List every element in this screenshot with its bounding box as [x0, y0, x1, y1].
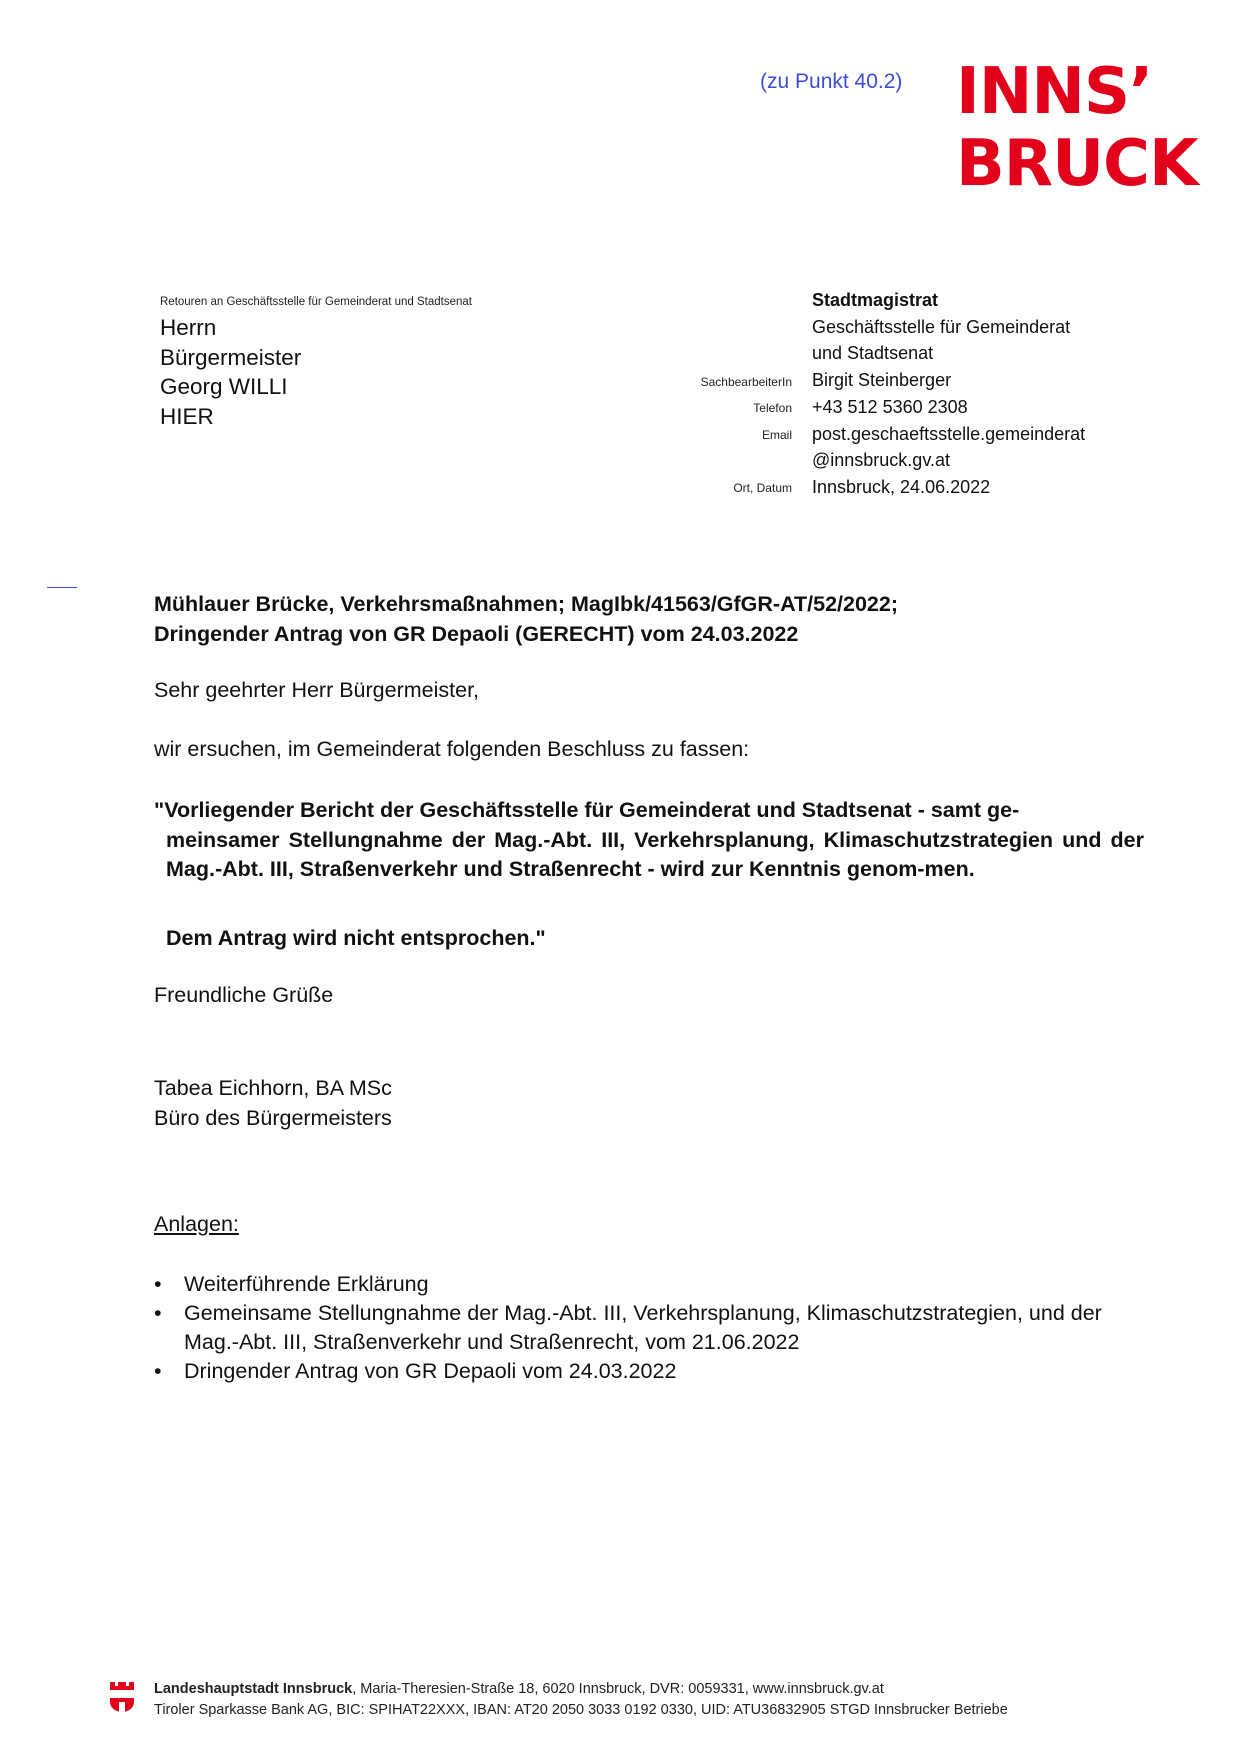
sender-dept: Geschäftsstelle für Gemeinderat: [812, 316, 1071, 337]
sender-date: Innsbruck, 24.06.2022: [812, 476, 991, 497]
recipient-line: Bürgermeister: [160, 344, 302, 370]
sender-phone: +43 512 5360 2308: [812, 396, 968, 417]
attachments-list: [154, 1270, 1154, 1386]
attachment-item: • Dringender Antrag von GR Depaoli vom 24.03.2022: [154, 1357, 1154, 1386]
logo-line-1: INNS’: [956, 55, 1153, 129]
quote-line: "Vorliegender Bericht der Geschäftsstelle für Gemeinderat und Stadtsenat - samt ge-: [154, 798, 1020, 822]
city-emblem-icon: [108, 1680, 136, 1714]
subject-line: Mühlauer Brücke, Verkehrsmaßnahmen; MagIbk/41563/GfGR-AT/52/2022;: [154, 592, 899, 616]
subject-line: Dringender Antrag von GR Depaoli (GERECHT) vom 24.03.2022: [154, 621, 799, 646]
date-label: Ort, Datum: [733, 481, 792, 495]
quote-line: meinsamer Stellungnahme der Mag.-Abt. III, Verkehrsplanung, Klimaschutzstrategien und der Mag.-Abt. III, Straßenverkehr und Straßenrecht - wird zur Kenntnis genom-men.: [166, 827, 1144, 881]
footer-line-2: Tiroler Sparkasse Bank AG, BIC: SPIHAT22XXX, IBAN: AT20 2050 3033 0192 0330, UID: ATU36832905 STGD Innsbrucker Betriebe: [154, 1702, 1008, 1718]
sender-dept: und Stadtsenat: [812, 343, 934, 364]
signature: [154, 1074, 392, 1133]
footer-line-1: [154, 1679, 1008, 1700]
sender-org: Stadtmagistrat: [812, 290, 939, 310]
email-label: Email: [761, 428, 792, 442]
signature-office: Büro des Bürgermeisters: [154, 1105, 392, 1130]
sender-contact: Birgit Steinberger: [812, 370, 952, 391]
request-text: wir ersuchen, im Gemeinderat folgenden Beschluss zu fassen:: [154, 737, 750, 761]
recipient-line: Georg WILLI: [160, 374, 288, 399]
recipient-line: Herrn: [160, 315, 217, 340]
reference-note: (zu Punkt 40.2): [760, 70, 903, 93]
logo-line-2: BRUCK: [956, 127, 1198, 201]
footer: [154, 1679, 1008, 1721]
footer-org: Landeshauptstadt Innsbruck: [154, 1681, 353, 1697]
subject: [154, 590, 898, 649]
footer-address: , Maria-Theresien-Straße 18, 6020 Innsbruck, DVR: 0059331, www.innsbruck.gv.at: [352, 1681, 884, 1697]
resolution-quote: [154, 796, 1144, 885]
closing: Freundliche Grüße: [154, 983, 334, 1007]
returns-line: Retouren an Geschäftsstelle für Gemeinderat und Stadtsenat: [160, 296, 472, 308]
innsbruck-logo: [956, 56, 1196, 200]
phone-label: Telefon: [753, 401, 792, 415]
recipient-line: HIER: [160, 403, 214, 429]
sender-email: @innsbruck.gv.at: [812, 450, 950, 471]
contact-label: SachbearbeiterIn: [700, 375, 792, 389]
attachments-heading: Anlagen:: [154, 1212, 239, 1236]
resolution-decision: Dem Antrag wird nicht entsprochen.": [166, 926, 546, 950]
attachment-item: • Gemeinsame Stellungnahme der Mag.-Abt. III, Verkehrsplanung, Klimaschutzstrategien, und der Mag.-Abt. III, Straßenverkehr und Straßenrecht, vom 21.06.2022: [154, 1299, 1154, 1357]
sender-block: [812, 287, 1085, 501]
salutation: Sehr geehrter Herr Bürgermeister,: [154, 678, 480, 702]
signature-name: Tabea Eichhorn, BA MSc: [154, 1076, 392, 1100]
attachment-item: • Weiterführende Erklärung: [154, 1270, 1154, 1299]
margin-mark: [47, 587, 77, 588]
sender-email: post.geschaeftsstelle.gemeinderat: [812, 423, 1086, 444]
recipient-address: [160, 313, 301, 431]
